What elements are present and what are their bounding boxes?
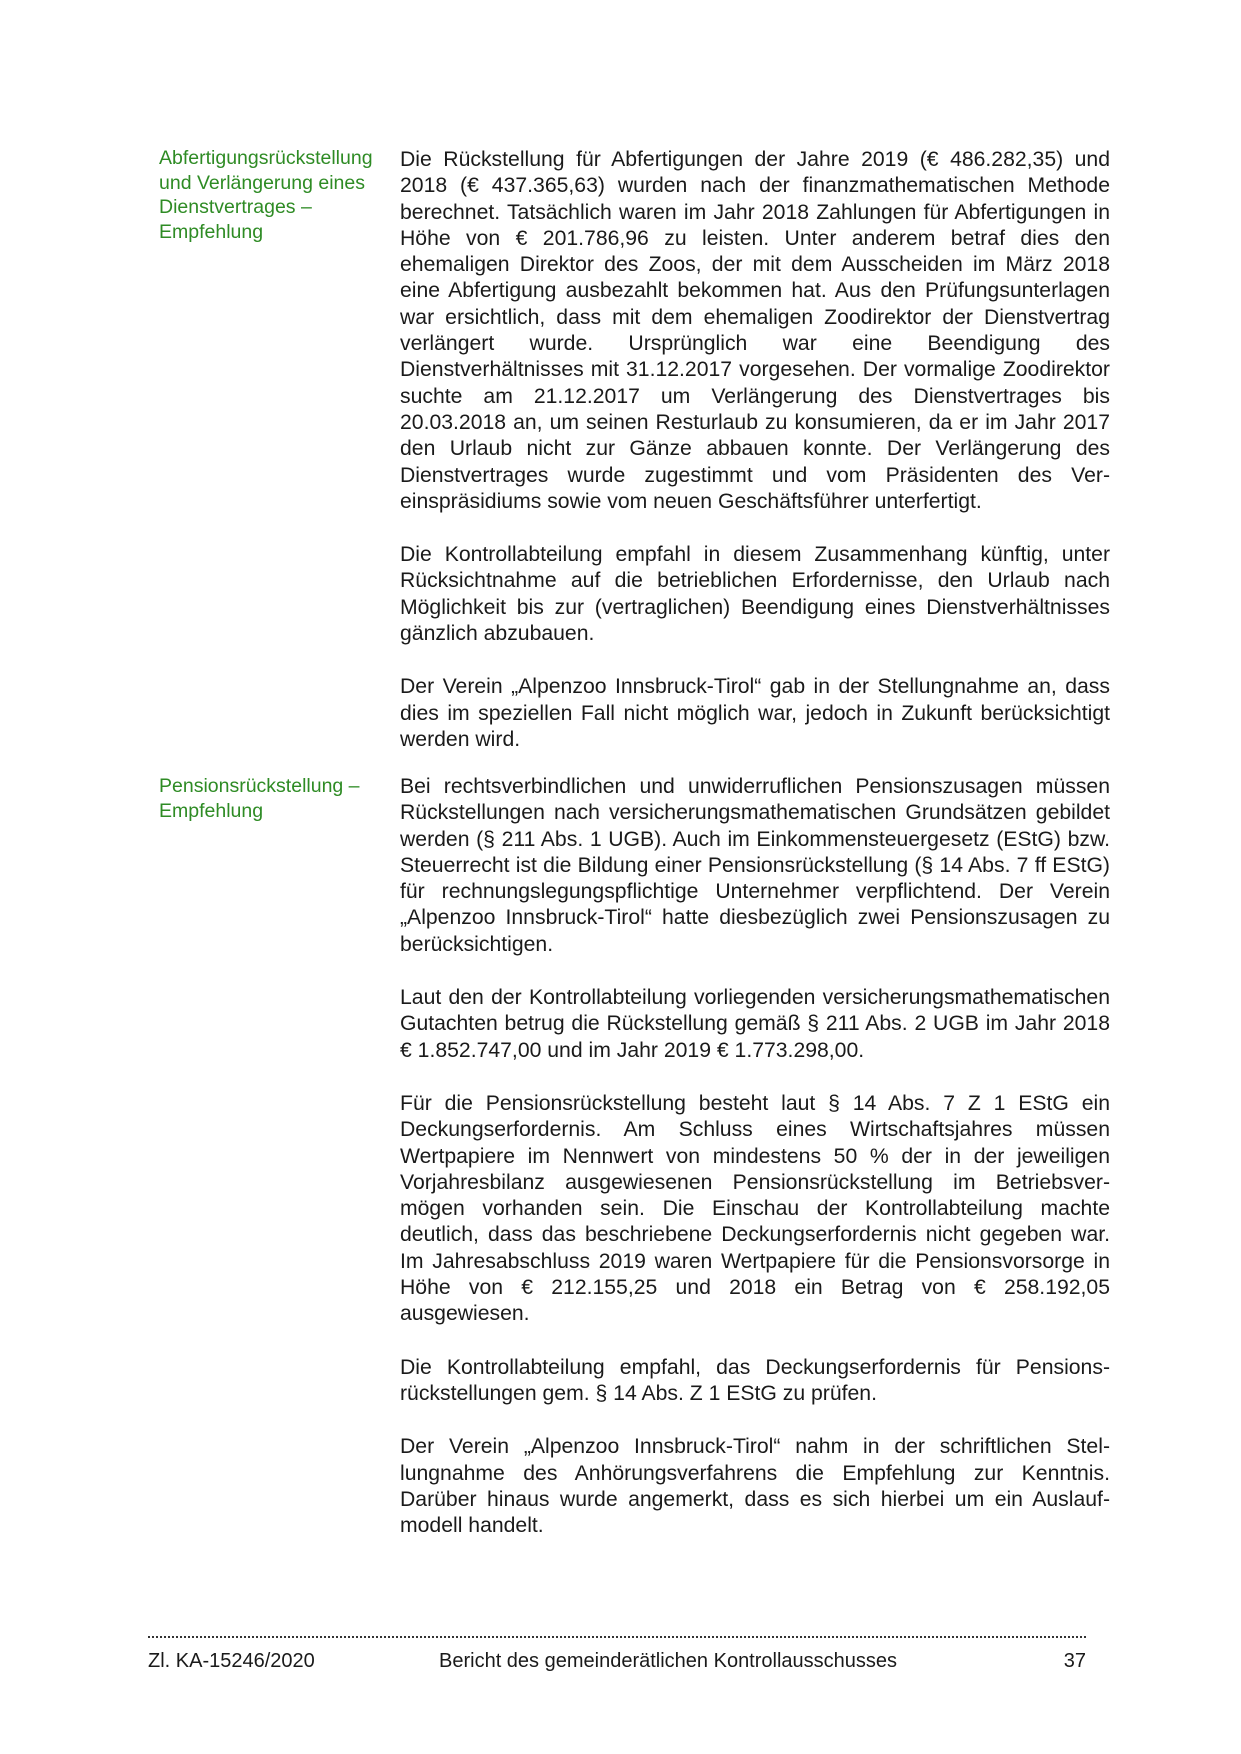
footer-title: Bericht des gemeinderätlichen Kontrollausschusses (439, 1650, 898, 1672)
page-footer (148, 1648, 1086, 1674)
paragraph: Laut den der Kontrollabteilung vorliegenden versicherungsmathematischen Gutachten betrug die Rückstellung gemäß § 211 Abs. 2 UGB im Jahr 2018 € 1.852.747,00 und im Jahr 2019 € 1.773.298,00. (400, 986, 1110, 1062)
section-heading-abfertigung: Abfertigungsrückstellung und Verlängerung eines Dienstvertrages – Empfehlung (159, 147, 373, 243)
footer-reference: Zl. KA-15246/2020 (148, 1650, 315, 1672)
paragraph: Die Kontrollabteilung empfahl, das Deckungserfordernis für Pensionsrückstellungen gem. § 14 Abs. Z 1 EStG zu prüfen. (400, 1355, 1110, 1405)
page-number: 37 (1063, 1650, 1086, 1672)
section-body-pension (400, 774, 1110, 1539)
footer-divider (148, 1636, 1086, 1638)
paragraph: Der Verein „Alpenzoo Innsbruck-Tirol“ nahm in der schriftlichen Stellungnahme des Anhörungsverfahrens die Empfehlung zur Kenntnis. Darüber hinaus wurde angemerkt, dass es sich hierbei um ein Auslaufmodell handelt. (400, 1435, 1110, 1538)
paragraph: Die Kontrollabteilung empfahl in diesem Zusammenhang künftig, unter Rücksichtnahme auf die betrieblichen Erfordernisse, den Urlaub nach Möglichkeit bis zur (vertraglichen) Beendigung eines Dienstverhältnisses gänzlich abzubauen. (400, 543, 1110, 646)
paragraph: Die Rückstellung für Abfertigungen der Jahre 2019 (€ 486.282,35) und 2018 (€ 437.365,63) wurden nach der finanzmathematischen Methode berechnet. Tatsächlich waren im Jahr 2018 Zahlungen für Abfertigungen in Höhe von € 201.786,96 zu leisten. Unter anderem betraf dies den ehemaligen Direktor des Zoos, der mit dem Ausscheiden im März 2018 eine Abfertigung ausbezahlt bekommen hat. Aus den Prüfungsunterlagen war ersichtlich, dass mit dem ehemaligen Zoodirektor der Dienstvertrag verlängert wurde. Ursprünglich war eine Beendigung des Dienstverhältnisses mit 31.12.2017 vorgesehen. Der vormalige Zoodirektor suchte am 21.12.2017 um Verlängerung des Dienstvertrages bis 20.03.2018 an, um seinen Resturlaub zu konsumieren, da er im Jahr 2017 den Urlaub nicht zur Gänze abbauen konnte. Der Verlängerung des Dienstvertrages wurde zugestimmt und vom Präsidenten des Vereinspräsidiums sowie vom neuen Geschäftsführer unterfertigt. (400, 148, 1110, 513)
section-heading-pension: Pensionsrückstellung – Empfehlung (159, 775, 360, 822)
paragraph: Bei rechtsverbindlichen und unwiderruflichen Pensionszusagen müssen Rückstellungen nach versicherungsmathematischen Grundsätzen gebildet werden (§ 211 Abs. 1 UGB). Auch im Einkommensteuergesetz (EStG) bzw. Steuerrecht ist die Bildung einer Pensionsrückstellung (§ 14 Abs. 7 ff EStG) für rechnungslegungspflichtige Unternehmer verpflichtend. Der Verein „Alpenzoo Innsbruck-Tirol“ hatte diesbezüglich zwei Pensionszusagen zu berücksichtigen. (400, 775, 1110, 956)
paragraph: Der Verein „Alpenzoo Innsbruck-Tirol“ gab in der Stellungnahme an, dass dies im speziellen Fall nicht möglich war, jedoch in Zukunft berücksichtigt werden wird. (400, 675, 1110, 751)
section-body-abfertigung (400, 147, 1110, 753)
paragraph: Für die Pensionsrückstellung besteht laut § 14 Abs. 7 Z 1 EStG ein Deckungserfordernis. Am Schluss eines Wirtschaftsjahres müssen Wertpapiere im Nennwert von mindestens 50 % der in der jeweiligen Vorjahresbilanz ausgewiesenen Pensionsrückstellung im Betriebsvermögen vorhanden sein. Die Einschau der Kontrollabteilung machte deutlich, dass das beschriebene Deckungserfordernis nicht gegeben war. Im Jahresabschluss 2019 waren Wertpapiere für die Pensionsvorsorge in Höhe von € 212.155,25 und 2018 ein Betrag von € 258.192,05 ausgewiesen. (400, 1091, 1110, 1326)
